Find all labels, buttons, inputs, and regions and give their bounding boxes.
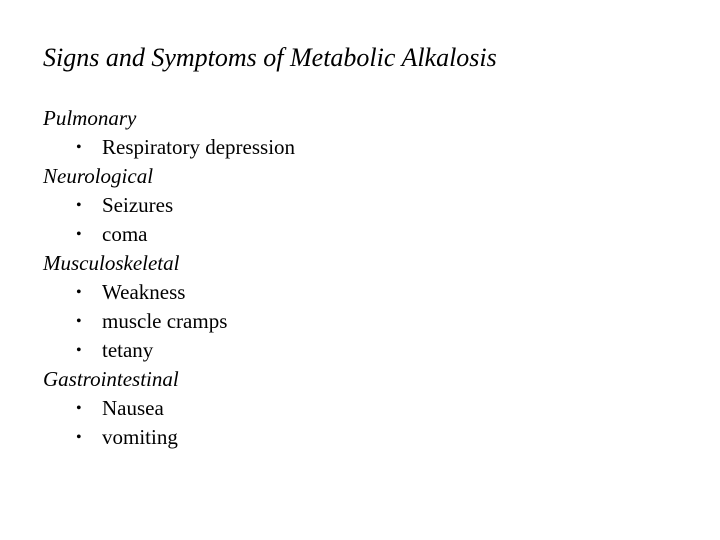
section-musculoskeletal [43,249,683,365]
section-pulmonary [43,104,683,162]
section-neurological [43,162,683,249]
section-heading: Gastrointestinal [43,367,179,391]
bullet-icon: • [76,284,82,301]
list-item [43,307,683,336]
slide-title: Signs and Symptoms of Metabolic Alkalosis [43,43,497,72]
item-list [43,394,683,452]
bullet-icon: • [76,429,82,446]
bullet-icon: • [76,313,82,330]
list-item [43,191,683,220]
item-text: Seizures [102,193,174,217]
list-item [43,336,683,365]
bullet-icon: • [76,226,82,243]
list-item [43,133,683,162]
list-item [43,220,683,249]
section-heading: Musculoskeletal [43,251,180,275]
item-list [43,133,683,162]
bullet-icon: • [76,342,82,359]
list-item [43,394,683,423]
list-item [43,423,683,452]
item-list [43,278,683,365]
bullet-icon: • [76,197,82,214]
item-list [43,191,683,249]
item-text: Weakness [102,280,186,304]
symptom-list [43,104,683,452]
item-text: tetany [102,338,154,362]
bullet-icon: • [76,139,82,156]
section-gastrointestinal [43,365,683,452]
item-text: Respiratory depression [102,135,296,159]
section-heading: Neurological [43,164,154,188]
item-text: muscle cramps [102,309,228,333]
item-text: Nausea [102,396,164,420]
list-item [43,278,683,307]
bullet-icon: • [76,400,82,417]
item-text: vomiting [102,425,178,449]
item-text: coma [102,222,148,246]
section-heading: Pulmonary [43,106,137,130]
